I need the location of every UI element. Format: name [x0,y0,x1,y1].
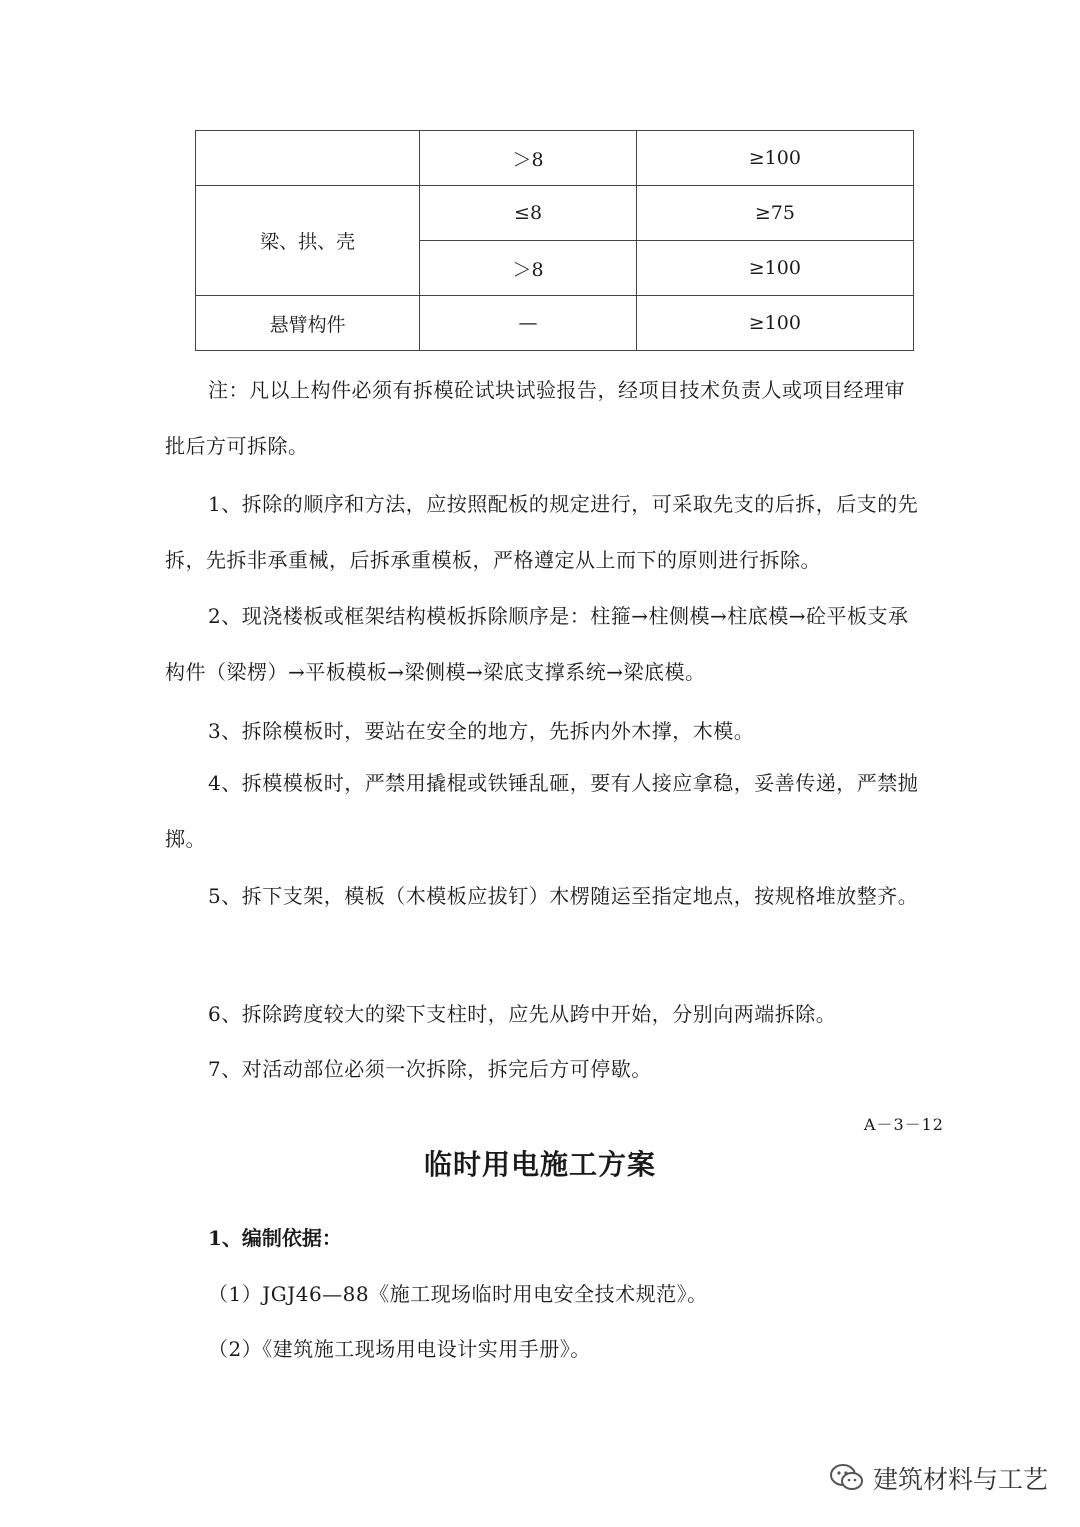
item-paragraph: 6、拆除跨度较大的梁下支柱时，应先从跨中开始，分别向两端拆除。 [208,1002,837,1026]
item-paragraph: 3、拆除模板时，要站在安全的地方，先拆内外木撑，木模。 [208,719,755,743]
item-paragraph: 2、现浇楼板或框架结构模板拆除顺序是：柱箍→柱侧模→柱底模→砼平板支承构件（梁楞）→平板模板→梁侧模→梁底支撑系统→梁底模。 [165,604,909,684]
table-cell: ≥100 [636,296,913,351]
section-title: 临时用电施工方案 [423,1148,656,1181]
item-paragraph: 5、拆下支架，模板（木模板应拔钉）木楞随运至指定地点，按规格堆放整齐。 [208,884,919,908]
table-cell [196,131,420,186]
table-cell: ≥75 [636,186,913,241]
table-cell: ≥100 [636,241,913,296]
subsection-heading: 1、编制依据： [208,1226,342,1250]
table-cell: 悬臂构件 [196,296,420,351]
table-cell: ＞8 [420,241,636,296]
reference-item: （2）《建筑施工现场用电设计实用手册》。 [208,1337,591,1361]
reference-item: （1）JGJ46—88《施工现场临时用电安全技术规范》。 [208,1282,708,1306]
table-cell: — [420,296,636,351]
note-paragraph: 注：凡以上构件必须有拆模砼试块试验报告，经项目技术负责人或项目经理审批后方可拆除。 [165,378,905,458]
table-row [196,131,914,186]
item-paragraph: 4、拆模模板时，严禁用撬棍或铁锤乱砸，要有人接应拿稳，妥善传递，严禁抛掷。 [165,771,919,851]
table-cell: ≤8 [420,186,636,241]
document-code: A－3－12 [863,1115,944,1134]
table-cell: ＞8 [420,131,636,186]
table-cell: 梁、拱、壳 [196,186,420,296]
wechat-icon [829,1463,865,1493]
table-row [196,296,914,351]
watermark-text: 建筑材料与工艺 [872,1465,1048,1494]
item-paragraph: 7、对活动部位必须一次拆除，拆完后方可停歇。 [208,1057,652,1081]
table-row [196,186,914,241]
watermark [829,1460,1048,1496]
item-paragraph: 1、拆除的顺序和方法，应按照配板的规定进行，可采取先支的后拆，后支的先拆，先拆非承重械，后拆承重模板，严格遵定从上而下的原则进行拆除。 [165,492,919,572]
formwork-removal-table [195,130,914,351]
table-cell: ≥100 [636,131,913,186]
